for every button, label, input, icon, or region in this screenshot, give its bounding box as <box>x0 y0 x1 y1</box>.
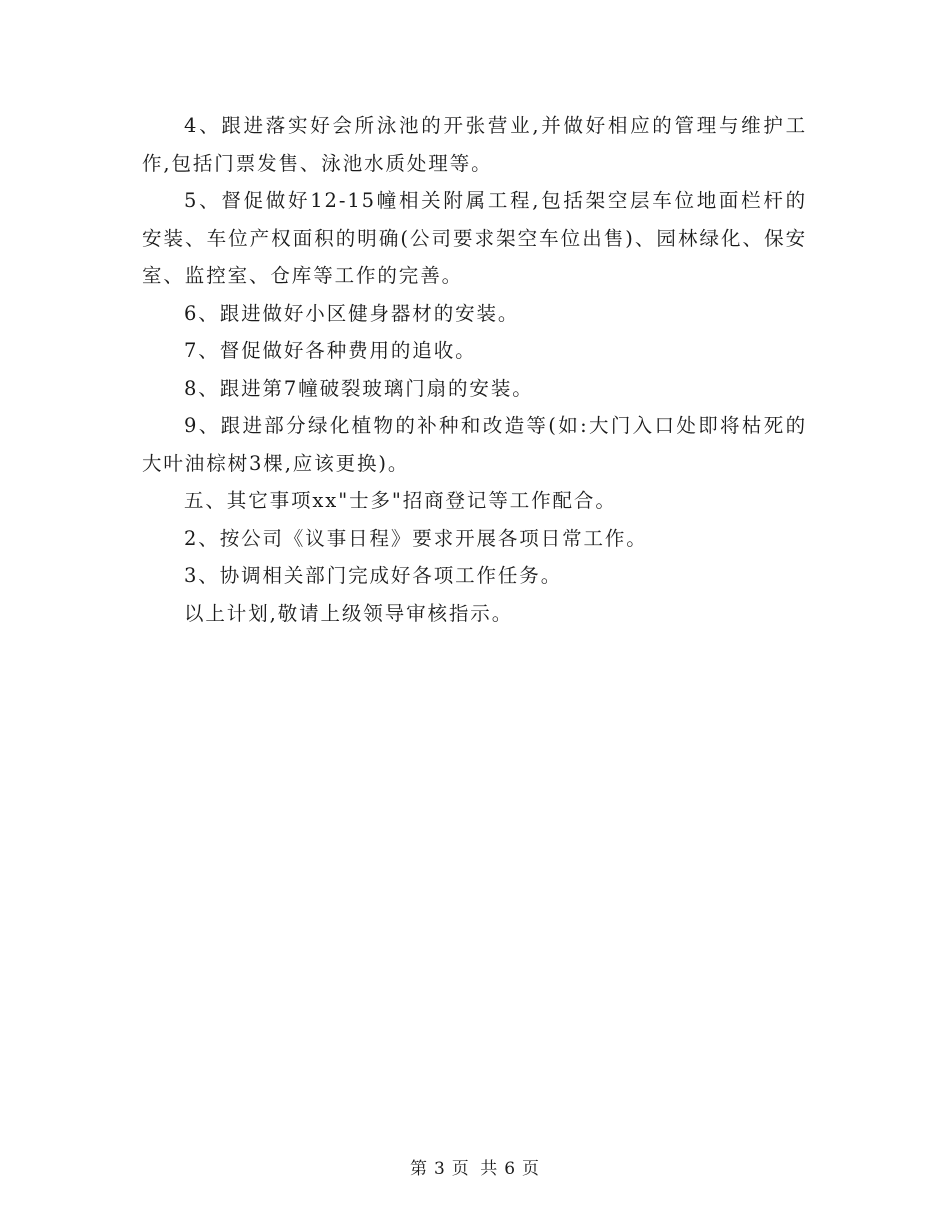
footer-middle: 页 共 <box>451 1159 499 1179</box>
paragraph-item-4: 4、跟进落实好会所泳池的开张营业,并做好相应的管理与维护工作,包括门票发售、泳池水质处理等。 <box>142 114 807 175</box>
paragraph-item-9: 9、跟进部分绿化植物的补种和改造等(如:大门入口处即将枯死的大叶油棕树3棵,应该更换)。 <box>142 414 807 475</box>
paragraph-item-7: 7、督促做好各种费用的追收。 <box>184 339 477 362</box>
paragraph-item-6: 6、跟进做好小区健身器材的安装。 <box>184 301 520 325</box>
document-body <box>142 107 807 632</box>
page-footer <box>0 1154 950 1179</box>
paragraph-item-8: 8、跟进第7幢破裂玻璃门扇的安装。 <box>184 376 534 400</box>
closing-paragraph: 以上计划,敬请上级领导审核指示。 <box>184 601 514 625</box>
total-page-count: 6 <box>504 1159 517 1179</box>
footer-prefix: 第 <box>409 1159 428 1179</box>
footer-suffix: 页 <box>522 1159 541 1179</box>
paragraph-item-2: 2、按公司《议事日程》要求开展各项日常工作。 <box>184 526 648 550</box>
current-page-number: 3 <box>433 1159 446 1179</box>
paragraph-item-3: 3、协调相关部门完成好各项工作任务。 <box>184 564 563 587</box>
section-five-other-matters: 五、其它事项xx"士多"招商登记等工作配合。 <box>184 489 617 512</box>
paragraph-item-5: 5、督促做好12-15幢相关附属工程,包括架空层车位地面栏杆的安装、车位产权面积的明确(公司要求架空车位出售)、园林绿化、保安室、监控室、仓库等工作的完善。 <box>142 189 807 287</box>
